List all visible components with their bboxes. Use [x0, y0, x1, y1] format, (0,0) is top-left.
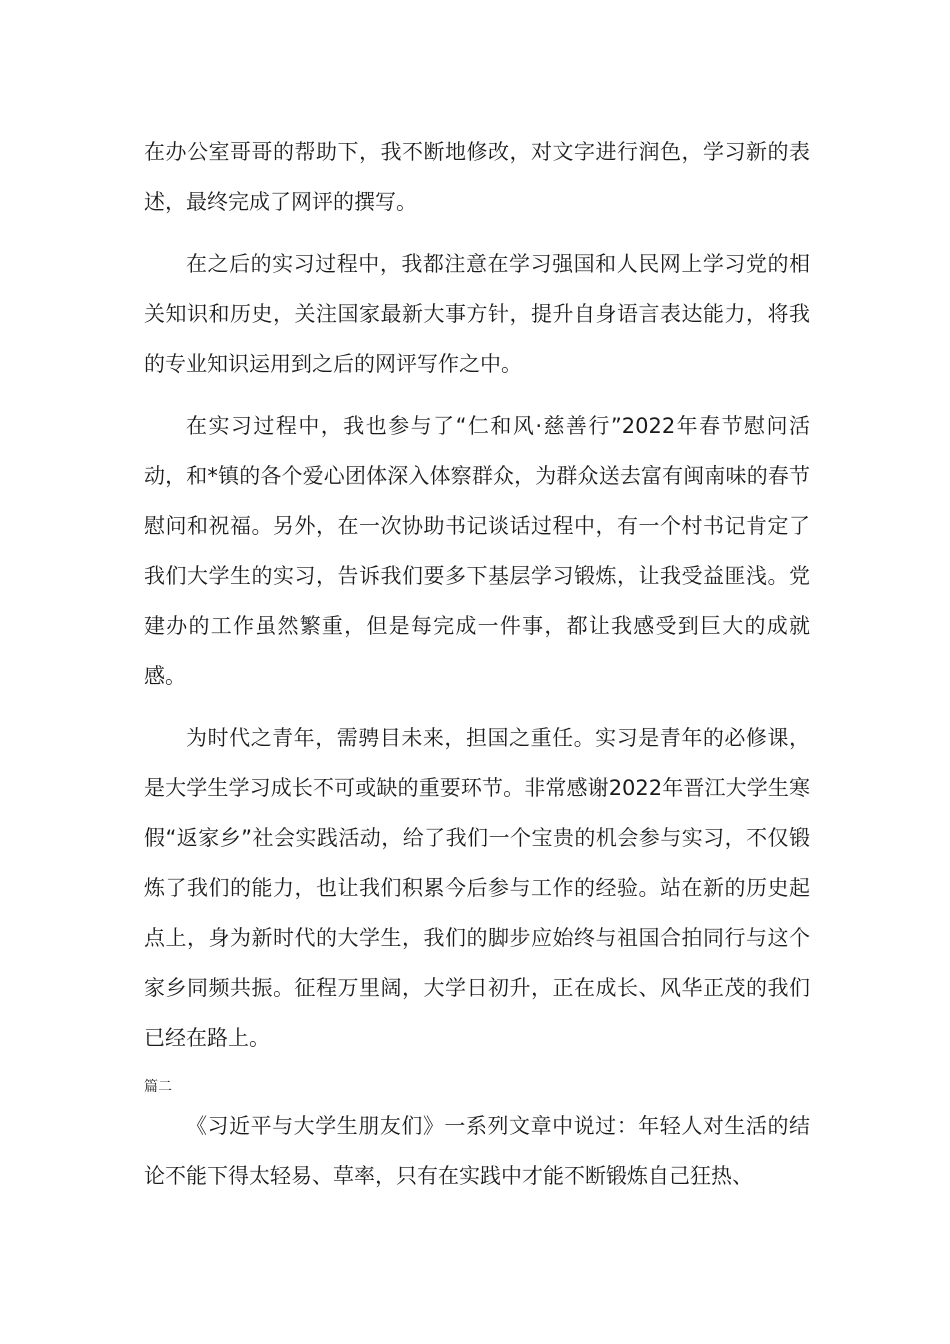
paragraph-study-platforms: 在之后的实习过程中，我都注意在学习强国和人民网上学习党的相关知识和历史，关注国家最新大事方针，提升自身语言表达能力，将我的专业知识运用到之后的网评写作之中。	[144, 252, 810, 376]
paragraph-gap	[144, 227, 810, 239]
document-body	[144, 127, 810, 1201]
paragraph-spring-festival-activity: 在实习过程中，我也参与了“仁和风·慈善行”2022年春节慰问活动，和*镇的各个爱心团体深入体察群众，为群众送去富有闽南味的春节慰问和祝福。另外，在一次协助书记谈话过程中，有一个村书记肯定了我们大学生的实习，告诉我们要多下基层学习锻炼，让我受益匪浅。党建办的工作虽然繁重，但是每完成一件事，都让我感受到巨大的成就感。	[144, 414, 810, 688]
paragraph-continuation: 在办公室哥哥的帮助下，我不断地修改，对文字进行润色，学习新的表述，最终完成了网评的撰写。	[144, 140, 810, 214]
paragraph-gap	[144, 701, 810, 713]
section-heading: 篇二	[144, 1079, 172, 1095]
paragraph-youth-conclusion: 为时代之青年，需骋目未来，担国之重任。实习是青年的必修课，是大学生学习成长不可或缺的重要环节。非常感谢2022年晋江大学生寒假“返家乡”社会实践活动，给了我们一个宝贵的机会参与实习，不仅锻炼了我们的能力，也让我们积累今后参与工作的经验。站在新的历史起点上，身为新时代的大学生，我们的脚步应始终与祖国合拍同行与这个家乡同频共振。征程万里阔，大学日初升，正在成长、风华正茂的我们已经在路上。	[144, 726, 810, 1050]
paragraph-section-two-intro: 《习近平与大学生朋友们》一系列文章中说过：年轻人对生活的结论不能下得太轻易、草率，只有在实践中才能不断锻炼自己狂热、	[144, 1114, 810, 1188]
paragraph-gap	[144, 389, 810, 401]
